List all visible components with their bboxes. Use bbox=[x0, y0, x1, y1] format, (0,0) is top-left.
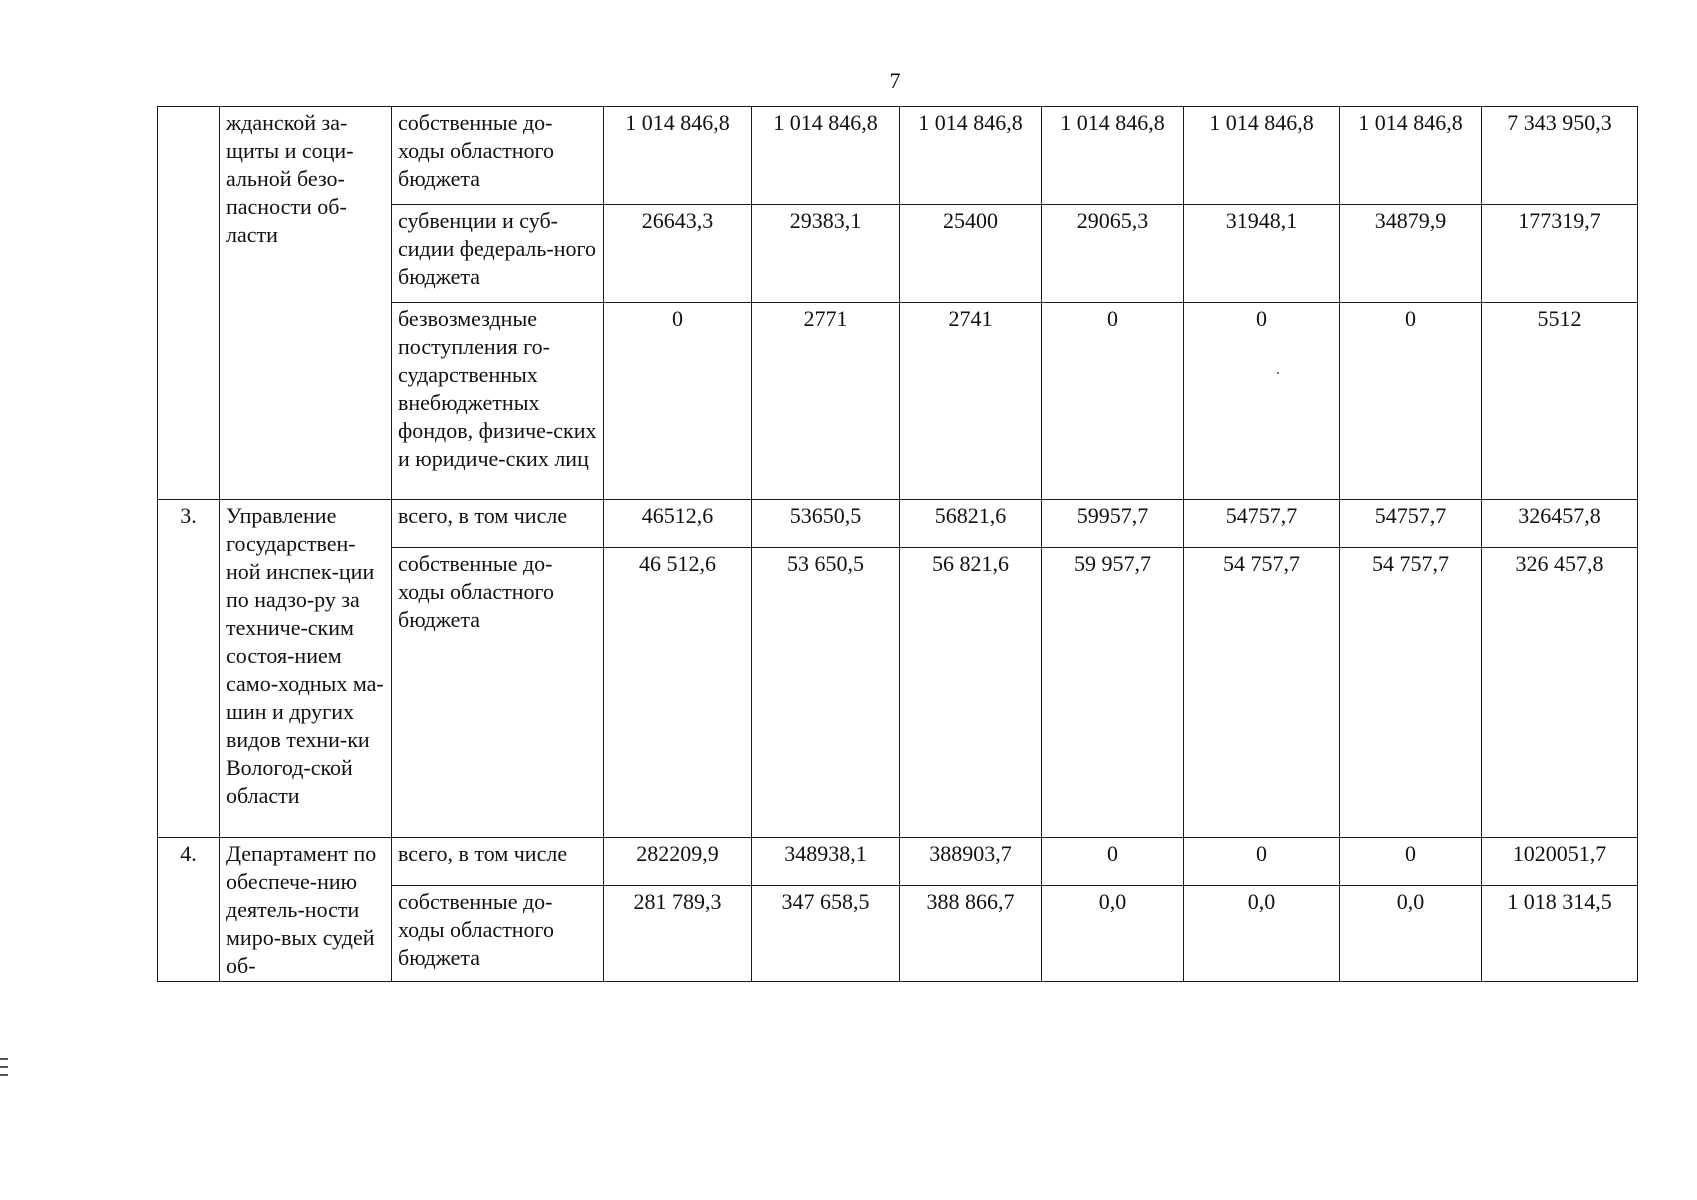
funding-source: всего, в том числе bbox=[392, 838, 604, 886]
value-cell: 34879,9 bbox=[1340, 205, 1482, 303]
page-number: 7 bbox=[889, 68, 901, 93]
value-cell: 388903,7 bbox=[900, 838, 1042, 886]
scan-mark bbox=[0, 1058, 8, 1060]
value-cell: 282209,9 bbox=[604, 838, 752, 886]
value-cell: 29065,3 bbox=[1042, 205, 1184, 303]
scan-speck bbox=[1277, 372, 1279, 374]
total-cell: 177319,7 bbox=[1482, 205, 1638, 303]
funding-source: субвенции и суб-сидии федераль-ного бюджета bbox=[392, 205, 604, 303]
value-cell: 54 757,7 bbox=[1184, 548, 1340, 838]
value-cell: 0 bbox=[1184, 303, 1340, 500]
value-cell: 26643,3 bbox=[604, 205, 752, 303]
value-cell: 56821,6 bbox=[900, 500, 1042, 548]
value-cell: 348938,1 bbox=[752, 838, 900, 886]
value-cell: 0 bbox=[604, 303, 752, 500]
row-number: 3. bbox=[158, 500, 220, 838]
value-cell: 54 757,7 bbox=[1340, 548, 1482, 838]
value-cell: 2741 bbox=[900, 303, 1042, 500]
value-cell: 46 512,6 bbox=[604, 548, 752, 838]
value-cell: 54757,7 bbox=[1184, 500, 1340, 548]
value-cell: 0 bbox=[1340, 303, 1482, 500]
value-cell: 1 014 846,8 bbox=[752, 107, 900, 205]
value-cell: 0,0 bbox=[1340, 886, 1482, 982]
scan-mark bbox=[0, 1066, 8, 1068]
total-cell: 1020051,7 bbox=[1482, 838, 1638, 886]
value-cell: 0 bbox=[1184, 838, 1340, 886]
funding-source: всего, в том числе bbox=[392, 500, 604, 548]
value-cell: 59 957,7 bbox=[1042, 548, 1184, 838]
value-cell: 54757,7 bbox=[1340, 500, 1482, 548]
value-cell: 53 650,5 bbox=[752, 548, 900, 838]
funding-source: собственные до-ходы областного бюджета bbox=[392, 107, 604, 205]
value-cell: 1 014 846,8 bbox=[1042, 107, 1184, 205]
row-number bbox=[158, 107, 220, 500]
value-cell: 56 821,6 bbox=[900, 548, 1042, 838]
value-cell: 347 658,5 bbox=[752, 886, 900, 982]
value-cell: 2771 bbox=[752, 303, 900, 500]
value-cell: 0 bbox=[1042, 303, 1184, 500]
value-cell: 31948,1 bbox=[1184, 205, 1340, 303]
table-row bbox=[158, 838, 1638, 886]
value-cell: 1 014 846,8 bbox=[604, 107, 752, 205]
value-cell: 388 866,7 bbox=[900, 886, 1042, 982]
value-cell: 1 014 846,8 bbox=[1340, 107, 1482, 205]
value-cell: 29383,1 bbox=[752, 205, 900, 303]
total-cell: 7 343 950,3 bbox=[1482, 107, 1638, 205]
total-cell: 5512 bbox=[1482, 303, 1638, 500]
organization-name: Управление государствен-ной инспек-ции по надзо-ру за техниче-ским состоя-нием само-ходных ма-шин и других видов техни-ки Вологод-ской области bbox=[220, 500, 392, 838]
organization-name: Департамент по обеспече-нию деятель-ности миро-вых судей об- bbox=[220, 838, 392, 982]
value-cell: 53650,5 bbox=[752, 500, 900, 548]
value-cell: 0,0 bbox=[1184, 886, 1340, 982]
budget-table bbox=[157, 106, 1638, 982]
value-cell: 1 014 846,8 bbox=[900, 107, 1042, 205]
value-cell: 0 bbox=[1340, 838, 1482, 886]
value-cell: 281 789,3 bbox=[604, 886, 752, 982]
value-cell: 59957,7 bbox=[1042, 500, 1184, 548]
value-cell: 25400 bbox=[900, 205, 1042, 303]
value-cell: 1 014 846,8 bbox=[1184, 107, 1340, 205]
funding-source: безвозмездные поступления го-сударственных внебюджетных фондов, физиче-ских и юридиче-ских лиц bbox=[392, 303, 604, 500]
scan-margin-marks bbox=[0, 1058, 8, 1082]
total-cell: 326457,8 bbox=[1482, 500, 1638, 548]
table-row bbox=[158, 107, 1638, 205]
funding-source: собственные до-ходы областного бюджета bbox=[392, 886, 604, 982]
funding-source: собственные до-ходы областного бюджета bbox=[392, 548, 604, 838]
value-cell: 46512,6 bbox=[604, 500, 752, 548]
table-row bbox=[158, 500, 1638, 548]
total-cell: 1 018 314,5 bbox=[1482, 886, 1638, 982]
total-cell: 326 457,8 bbox=[1482, 548, 1638, 838]
row-number: 4. bbox=[158, 838, 220, 982]
organization-name: жданской за-щиты и соци-альной безо-пасности об-ласти bbox=[220, 107, 392, 500]
scan-mark bbox=[0, 1074, 8, 1076]
value-cell: 0 bbox=[1042, 838, 1184, 886]
value-cell: 0,0 bbox=[1042, 886, 1184, 982]
